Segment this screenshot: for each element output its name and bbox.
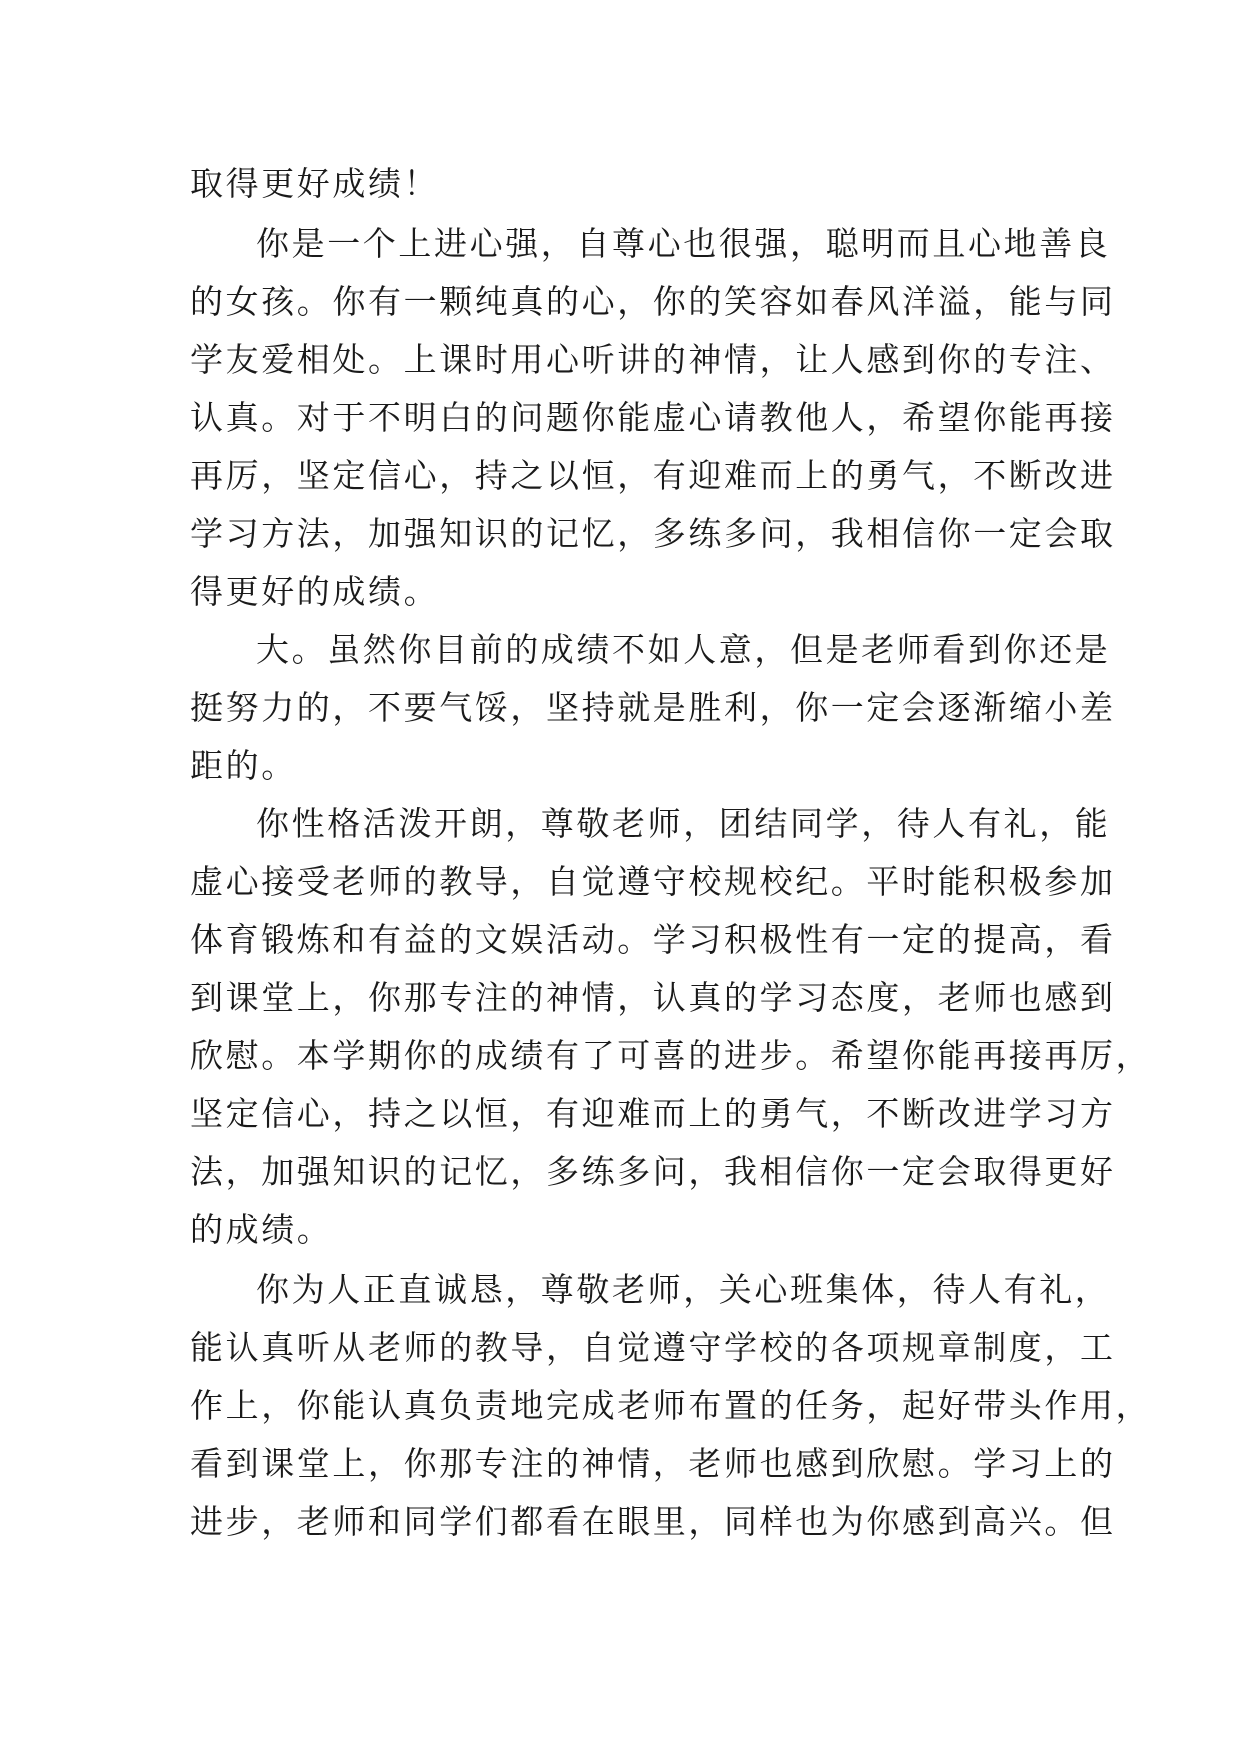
- text-line: 能认真听从老师的教导，自觉遵守学校的各项规章制度，工: [190, 1328, 1116, 1367]
- text-line: 学友爱相处。上课时用心听讲的神情，让人感到你的专注、: [190, 340, 1116, 379]
- text-line: 你性格活泼开朗，尊敬老师，团结同学，待人有礼，能: [256, 804, 1111, 843]
- text-line: 认真。对于不明白的问题你能虚心请教他人，希望你能再接: [190, 398, 1116, 437]
- text-line: 法，加强知识的记忆，多练多问，我相信你一定会取得更好: [190, 1152, 1116, 1191]
- text-line: 到课堂上，你那专注的神情，认真的学习态度，老师也感到: [190, 978, 1116, 1017]
- text-line: 挺努力的，不要气馁，坚持就是胜利，你一定会逐渐缩小差: [190, 688, 1116, 727]
- text-line: 距的。: [190, 746, 297, 785]
- text-line: 坚定信心，持之以恒，有迎难而上的勇气，不断改进学习方: [190, 1094, 1116, 1133]
- text-line: 的女孩。你有一颗纯真的心，你的笑容如春风洋溢，能与同: [190, 282, 1116, 321]
- text-line: 欣慰。本学期你的成绩有了可喜的进步。希望你能再接再厉，: [190, 1036, 1152, 1075]
- text-line: 进步，老师和同学们都看在眼里，同样也为你感到高兴。但: [190, 1502, 1116, 1541]
- text-line: 虚心接受老师的教导，自觉遵守校规校纪。平时能积极参加: [190, 862, 1116, 901]
- text-line: 大。虽然你目前的成绩不如人意，但是老师看到你还是: [256, 630, 1111, 669]
- text-line: 看到课堂上，你那专注的神情，老师也感到欣慰。学习上的: [190, 1444, 1116, 1483]
- text-line: 你为人正直诚恳，尊敬老师，关心班集体，待人有礼，: [256, 1270, 1111, 1309]
- text-line: 体育锻炼和有益的文娱活动。学习积极性有一定的提高，看: [190, 920, 1116, 959]
- text-line: 你是一个上进心强，自尊心也很强，聪明而且心地善良: [256, 224, 1111, 263]
- text-line: 再厉，坚定信心，持之以恒，有迎难而上的勇气，不断改进: [190, 456, 1116, 495]
- text-line: 得更好的成绩。: [190, 572, 440, 611]
- text-line: 取得更好成绩！: [190, 164, 440, 203]
- text-line: 学习方法，加强知识的记忆，多练多问，我相信你一定会取: [190, 514, 1116, 553]
- text-line: 的成绩。: [190, 1210, 333, 1249]
- text-line: 作上，你能认真负责地完成老师布置的任务，起好带头作用，: [190, 1386, 1152, 1425]
